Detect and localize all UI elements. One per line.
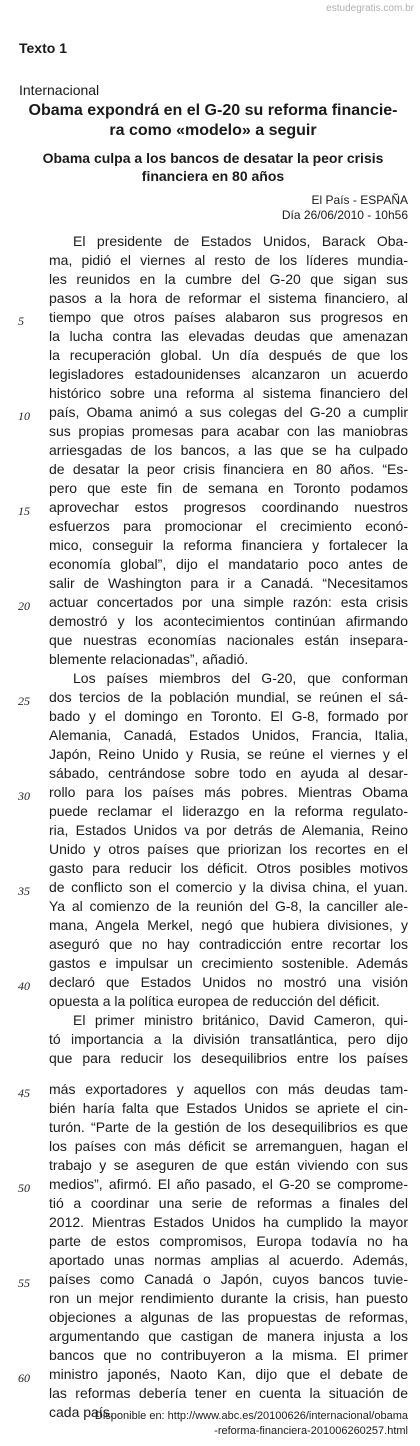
article-line — [0, 726, 420, 745]
article-line — [0, 346, 420, 365]
article-line — [0, 1384, 420, 1403]
source-credit-line: Disponible en: http://www.abc.es/20100626/internacional/obama — [94, 1410, 408, 1422]
article-line-text: tiempo que otros países alabaron sus progresos en — [49, 309, 408, 325]
article-line-text: bancos que no contribuyeron a la misma. El primer — [49, 1347, 408, 1363]
article-line-text: objeciones a algunas de las propuestas de reformas, — [49, 1309, 408, 1325]
source-name: El País - ESPAÑA — [311, 193, 408, 207]
article-line-text: opuesta a la política europea de reducción del déficit. — [49, 993, 380, 1009]
article-line-text: ria, Estados Unidos va por detrás de Alemania, Reino — [49, 822, 408, 838]
article-line — [0, 365, 420, 384]
line-number: 10 — [18, 409, 30, 423]
article-line-text: aprovechar estos progresos coordinando nuestros — [49, 499, 408, 515]
article-line — [0, 1194, 420, 1213]
article-line — [0, 669, 420, 688]
article-line-text: actuar concertados por una simple razón: esta crisis — [49, 594, 408, 610]
article-line — [0, 1011, 420, 1030]
line-number: 40 — [18, 979, 30, 993]
article-line — [0, 764, 420, 783]
article-line-text: histórico sobre una reforma al sistema financiero del — [49, 385, 408, 401]
article-line — [0, 384, 420, 403]
article-line-text: sábado, centrándose sobre todo en ayuda al desar- — [49, 765, 408, 781]
article-line-text: esfuerzos para promocionar el crecimiento econó- — [49, 518, 408, 534]
article-line-text: los países con más déficit se arremanguen, hagan el — [49, 1138, 408, 1154]
article-line-text: legisladores estadounidenses alcanzaron un acuerdo — [49, 366, 408, 382]
headline-line: Obama expondrá en el G-20 su reforma financie- — [28, 102, 398, 119]
article-line-text: dos tercios de la población mundial, se reúnen el sá- — [49, 689, 408, 705]
article-line — [0, 270, 420, 289]
article-line — [0, 1308, 420, 1327]
article-line-text: mico, conseguir la reforma financiera y fortalecer la — [49, 537, 408, 553]
article-line — [0, 1049, 420, 1068]
article-line-text: gasto para reducir los déficit. Otros posibles motivos — [49, 860, 408, 876]
article-line — [0, 498, 420, 517]
article-line — [0, 973, 420, 992]
article-line-text: ron un mejor rendimiento durante la crisis, han puesto — [49, 1290, 408, 1306]
article-line — [0, 1030, 420, 1049]
article-line-text: países como Canadá o Japón, cuyos bancos tuvie- — [49, 1271, 408, 1287]
article-line-text: gastos e impulsar un crecimiento sostenible. Además — [49, 955, 408, 971]
article-line — [0, 1251, 420, 1270]
article-line-text: bién haría falta que Estados Unidos se apriete el cin- — [49, 1100, 408, 1116]
section-label: Internacional — [19, 82, 100, 98]
subheadline-line: Obama culpa a los bancos de desatar la peor crisis — [42, 150, 384, 166]
article-line — [0, 1099, 420, 1118]
subheadline — [14, 149, 412, 185]
article-line-text: Ya al comienzo de la reunión del G-8, la canciller ale- — [49, 898, 408, 914]
article-line — [0, 1080, 420, 1099]
article-line — [0, 517, 420, 536]
article-line — [0, 536, 420, 555]
article-line-text: ma, pidió el viernes al resto de los líderes mundia- — [49, 252, 408, 268]
article-line-text: turón. “Parte de la gestión de los desequilibrios es que — [49, 1119, 408, 1135]
article-line-text: declaró que Estados Unidos no mostró una visión — [49, 974, 408, 990]
article-line-text: economía global”, dijo el mandatario poco antes de — [49, 556, 408, 572]
article-line-text: blemente relacionadas”, añadió. — [49, 651, 249, 667]
article-line — [0, 935, 420, 954]
line-number: 60 — [18, 1371, 30, 1385]
article-line-text: les reunidos en la cumbre del G-20 que sigan sus — [49, 271, 408, 287]
article-line-text: mana, Angela Merkel, negó que hubiera divisiones, y — [49, 917, 408, 933]
article-line-text: tó importancia a la división transatlántica, pero dijo — [49, 1031, 408, 1047]
article-line-text: puede reclamar el liderazgo en la reforma regulato- — [49, 803, 408, 819]
source-credit-line: -reforma-financiera-201006260257.html — [214, 1425, 408, 1437]
article-line — [0, 1213, 420, 1232]
article-line-text: bado y el domingo en Toronto. El G-8, formado por — [49, 708, 408, 724]
article-line-text: tió a coordinar una serie de reformas a finales del — [49, 1195, 408, 1211]
article-line-text: aportado unas normas amplias al acuerdo. Además, — [49, 1252, 408, 1268]
article-line-text: pasos a la hora de reformar el sistema financiero, al — [49, 290, 408, 306]
line-number: 45 — [18, 1086, 30, 1100]
article-line — [0, 1270, 420, 1289]
article-line — [0, 688, 420, 707]
article-line — [0, 1118, 420, 1137]
article-line-text: medios”, afirmó. El año pasado, el G-20 se comprome- — [49, 1176, 408, 1192]
article-line-text: parte de estos compromisos, Europa todavía no ha — [49, 1233, 408, 1249]
article-line — [0, 1327, 420, 1346]
line-number: 5 — [18, 314, 24, 328]
article-line-text: país, Obama animó a sus colegas del G-20 a cumplir — [49, 404, 408, 420]
publish-date: Día 26/06/2010 - 10h56 — [281, 208, 408, 222]
article-line-text: la lucha contra las elevadas deudas que amenazan — [49, 328, 408, 344]
article-line — [0, 574, 420, 593]
article-line — [0, 593, 420, 612]
article-line-text: 2012. Mientras Estados Unidos ha cumplido la mayor — [49, 1214, 408, 1230]
article-body — [0, 232, 420, 1422]
article-line — [0, 802, 420, 821]
article-line — [0, 1365, 420, 1384]
article-line-text: trabajo y se aseguren de que están viviendo con sus — [49, 1157, 408, 1173]
article-line — [0, 422, 420, 441]
article-line — [0, 1346, 420, 1365]
article-line-text: sus propias promesas para acabar con las maniobras — [49, 423, 408, 439]
article-line — [0, 441, 420, 460]
article-line — [0, 992, 420, 1011]
article-line-text: argumentando que castigan de manera injusta a los — [49, 1328, 408, 1344]
article-line — [0, 460, 420, 479]
article-line — [0, 403, 420, 422]
article-line-text: arriesgadas de los bancos, a las que se ha culpado — [49, 442, 408, 458]
article-line — [0, 289, 420, 308]
line-number: 35 — [18, 884, 30, 898]
article-line — [0, 707, 420, 726]
article-line-text: las reformas debería tener en cuenta la situación de — [49, 1385, 408, 1401]
article-line — [0, 745, 420, 764]
article-line — [0, 612, 420, 631]
article-line-text: la recuperación global. Un día después de que los — [49, 347, 408, 363]
article-line — [0, 1137, 420, 1156]
article-line — [0, 1232, 420, 1251]
article-line-text: ministro japonés, Naoto Kan, dijo que el debate de — [49, 1366, 408, 1382]
headline — [14, 101, 412, 141]
article-line-text: Alemania, Canadá, Estados Unidos, Francia, Italia, — [49, 727, 408, 743]
article-line-text: El presidente de Estados Unidos, Barack Oba- — [73, 233, 408, 249]
article-line — [0, 650, 420, 669]
article-line — [0, 251, 420, 270]
article-line-text: salir de Washington para ir a Canadá. “Necesitamos — [49, 575, 408, 591]
article-line — [0, 631, 420, 650]
watermark: estudegratis.com.br — [326, 3, 414, 14]
article-line — [0, 1156, 420, 1175]
article-line — [0, 878, 420, 897]
article-line-text: cada país. — [49, 1404, 114, 1420]
article-line — [0, 916, 420, 935]
line-number: 25 — [18, 694, 30, 708]
headline-line: ra como «modelo» a seguir — [109, 122, 317, 139]
line-number: 30 — [18, 789, 30, 803]
texto-label: Texto 1 — [19, 40, 67, 56]
article-line-text: que nuestras economías nacionales están insepara- — [49, 632, 408, 648]
article-line-text: El primer ministro británico, David Cameron, qui- — [73, 1012, 408, 1028]
article-line — [0, 479, 420, 498]
article-line — [0, 821, 420, 840]
article-line — [0, 555, 420, 574]
line-number: 55 — [18, 1276, 30, 1290]
article-line — [0, 840, 420, 859]
subheadline-line: financiera en 80 años — [141, 168, 285, 184]
line-number: 15 — [18, 504, 30, 518]
article-line-text: Los países miembros del G-20, que conforman — [73, 670, 408, 686]
article-line — [0, 327, 420, 346]
article-line-text: que para reducir los desequilibrios entre los países — [49, 1050, 408, 1066]
article-line — [0, 232, 420, 251]
article-line-text: aseguró que no hay contradicción entre recortar los — [49, 936, 408, 952]
article-line-text: más exportadores y aquellos con más deudas tam- — [49, 1081, 408, 1097]
article-line — [0, 1175, 420, 1194]
article-line-text: pero que este fin de semana en Toronto podamos — [49, 480, 408, 496]
article-line — [0, 954, 420, 973]
article-line-text: Japón, Reino Unido y Rusia, se reúne el viernes y el — [49, 746, 408, 762]
article-line — [0, 308, 420, 327]
article-line-text: rollo para los países más pobres. Mientras Obama — [49, 784, 408, 800]
article-line-text: de conflicto son el comercio y la divisa china, el yuan. — [49, 879, 408, 895]
article-line — [0, 859, 420, 878]
line-number: 20 — [18, 599, 30, 613]
article-line-text: demostró y los acontecimientos continúan afirmando — [49, 613, 408, 629]
article-line-text: Unido y otros países que priorizan los recortes en el — [49, 841, 408, 857]
article-line-text: de desatar la peor crisis financiera en 80 años. “Es- — [49, 461, 408, 477]
article-line — [0, 1289, 420, 1308]
article-line — [0, 783, 420, 802]
line-number: 50 — [18, 1181, 30, 1195]
article-line — [0, 897, 420, 916]
